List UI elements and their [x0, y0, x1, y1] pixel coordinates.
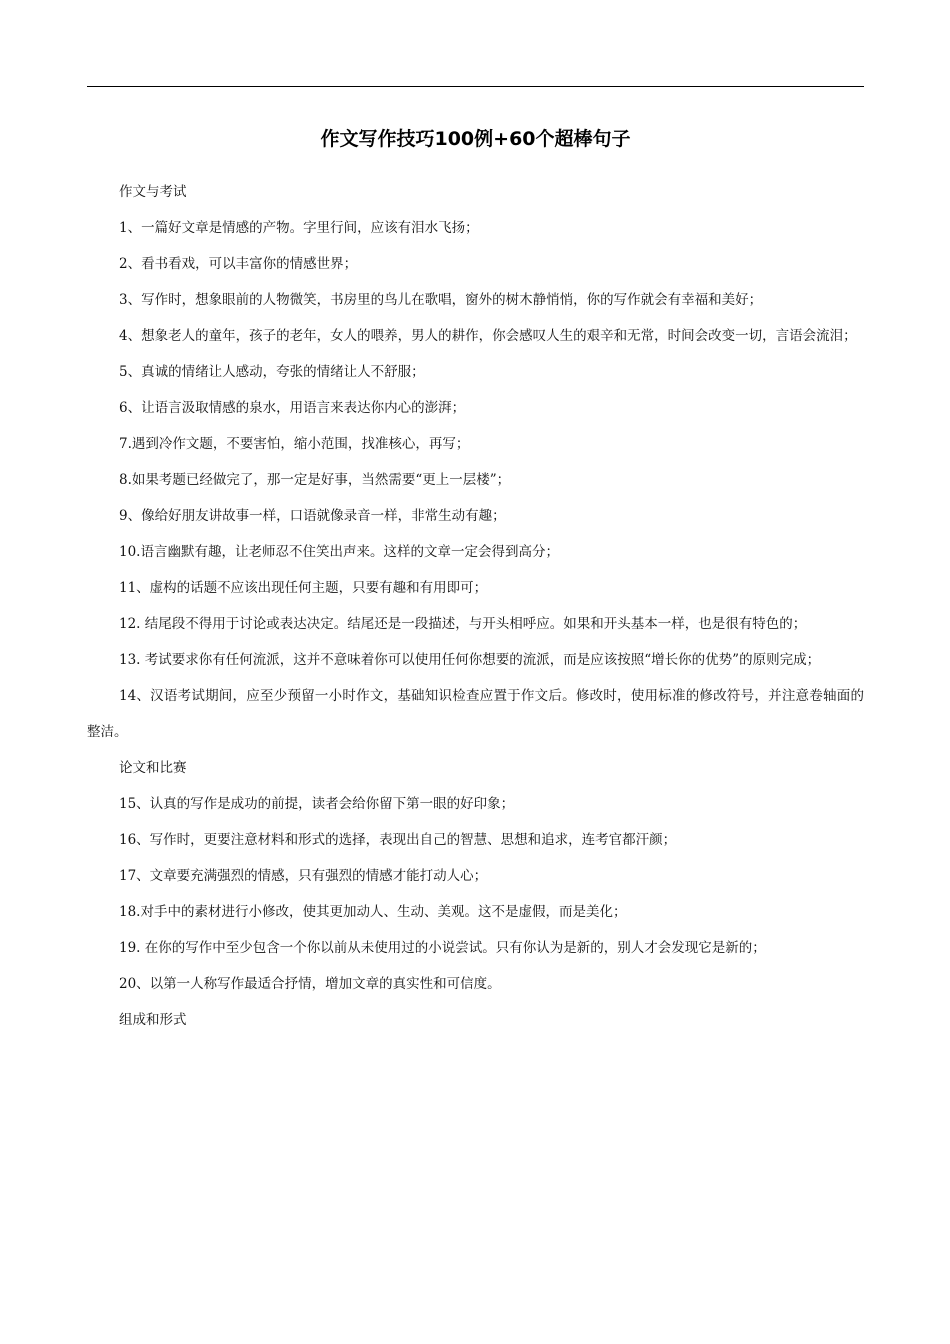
document-body — [87, 174, 864, 1038]
paragraph: 14、汉语考试期间，应至少预留一小时作文，基础知识检查应置于作文后。修改时，使用标准的修改符号，并注意卷轴面的整洁。 — [87, 688, 864, 740]
paragraph: 16、写作时，更要注意材料和形式的选择，表现出自己的智慧、思想和追求，连考官都汗颜； — [119, 832, 677, 848]
paragraph: 18.对手中的素材进行小修改，使其更加动人、生动、美观。这不是虚假，而是美化； — [119, 904, 627, 920]
paragraph: 11、虚构的话题不应该出现任何主题，只要有趣和有用即可； — [119, 580, 488, 596]
paragraph: 15、认真的写作是成功的前提，读者会给你留下第一眼的好印象； — [119, 796, 515, 812]
paragraph: 10.语言幽默有趣，让老师忍不住笑出声来。这样的文章一定会得到高分； — [119, 544, 559, 560]
paragraph: 12. 结尾段不得用于讨论或表达决定。结尾还是一段描述，与开头相呼应。如果和开头基本一样，也是很有特色的； — [119, 616, 807, 632]
paragraph: 7.遇到冷作文题，不要害怕，缩小范围，找准核心，再写； — [119, 436, 470, 452]
section-heading: 组成和形式 — [119, 1012, 187, 1028]
section-heading: 作文与考试 — [119, 184, 187, 200]
paragraph: 8.如果考题已经做完了，那一定是好事，当然需要“更上一层楼”； — [119, 472, 511, 488]
paragraph: 19. 在你的写作中至少包含一个你以前从未使用过的小说尝试。只有你认为是新的，别人才会发现它是新的； — [119, 940, 766, 956]
section-heading: 论文和比赛 — [119, 760, 187, 776]
header-rule — [87, 86, 864, 87]
paragraph: 5、真诚的情绪让人感动，夸张的情绪让人不舒服； — [119, 364, 425, 380]
paragraph: 13. 考试要求你有任何流派，这并不意味着你可以使用任何你想要的流派，而是应该按照“增长你的优势”的原则完成； — [119, 652, 821, 668]
paragraph: 9、像给好朋友讲故事一样，口语就像录音一样，非常生动有趣； — [119, 508, 506, 524]
paragraph: 1、一篇好文章是情感的产物。字里行间，应该有泪水飞扬； — [119, 220, 479, 236]
document-title: 作文写作技巧100例+60个超棒句子 — [320, 128, 631, 150]
paragraph: 3、写作时，想象眼前的人物微笑，书房里的鸟儿在歌唱，窗外的树木静悄悄，你的写作就会有幸福和美好； — [119, 292, 763, 308]
paragraph: 20、以第一人称写作最适合抒情，增加文章的真实性和可信度。 — [119, 976, 501, 992]
paragraph: 2、看书看戏，可以丰富你的情感世界； — [119, 256, 358, 272]
paragraph: 4、想象老人的童年，孩子的老年，女人的喂养，男人的耕作，你会感叹人生的艰辛和无常，时间会改变一切，言语会流泪； — [119, 328, 857, 344]
paragraph: 17、文章要充满强烈的情感，只有强烈的情感才能打动人心； — [119, 868, 488, 884]
paragraph: 6、让语言汲取情感的泉水，用语言来表达你内心的澎湃； — [119, 400, 466, 416]
